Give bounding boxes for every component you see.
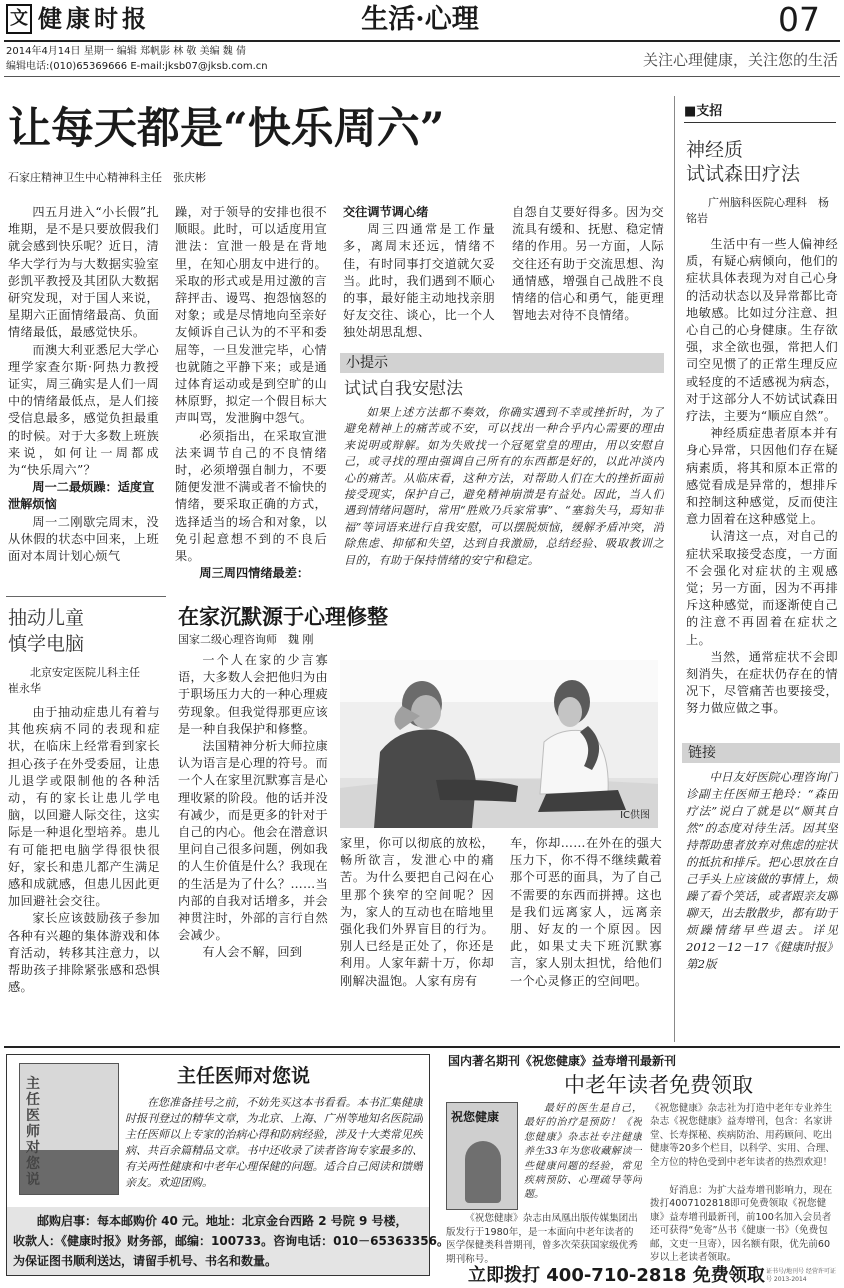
para: 由于抽动症患儿有着与其他疾病不同的表现和症状，在临床上经常看到家长担心孩子在外受委屈，让患儿退学或限制他的各种活动，有的家长让患儿学电脑，以回避人际交往，这实际是一种退化型培养。患儿有可能把电脑学得很快很好，家长和患儿都产生满足感和成就感，但患儿因此更加回避社会交往。 xyxy=(8,705,160,909)
tip-label: 小提示 xyxy=(340,353,664,373)
link-label: 链接 xyxy=(682,743,840,763)
masthead-rule xyxy=(4,40,840,42)
ads-top-rule xyxy=(4,1046,840,1048)
para: 神经质症患者原本并有身心异常，只因他们存在疑病素质，将其和原本正常的感觉看成是异常的，想排斥和控制这种感觉，反而使注意力固着在这种感觉上。 xyxy=(686,426,838,527)
mag-cover-figure xyxy=(465,1141,501,1203)
left-title-1: 抽动儿童 xyxy=(8,607,85,629)
article2-byline: 国家二级心理咨询师 魏 刚 xyxy=(178,633,314,646)
para: 周三四通常是工作量多，离周末还远，情绪不佳，有时同事打交道就欠妥当。此时，我们遇到不顺心的事，最好能主动地找亲朋好友交往、谈心，比一个人独处胡思乱想、 xyxy=(343,222,495,340)
masthead-rule-bottom xyxy=(4,76,840,77)
magazine-ad xyxy=(440,1050,840,1286)
tip-text: 如果上述方法都不奏效，你确实遇到不幸或挫折时，为了避免精神上的痛苦或不安，可以找出一种合乎内心需要的理由来说明或辩解。如为失败找一个冠冕堂皇的理由，用以安慰自己，或寻找的理由强调自己所有的东西都是好的，以此冲淡内心的痛苦。从临床看，这种方法，对帮助人们在大的挫折面前接受现实，保护自己，避免精神崩溃是有益处。因此，当人们遇到情绪问题时，常用“胜败乃兵家常事”、“塞翁失马，焉知非福”等词语来进行自我安慰，可以摆脱烦恼，缓解矛盾冲突，消除焦虑、抑郁和失望，达到自我激励，总结经验、吸取教训之目的，有助于保持情绪的安宁和稳定。 xyxy=(344,406,664,567)
slogan: 关注心理健康，关注您的生活 xyxy=(642,51,838,69)
logo-mark: 文 xyxy=(6,4,32,34)
book-ad xyxy=(6,1054,449,1276)
link-text: 中日友好医院心理咨询门诊副主任医师王艳玲：“森田疗法”说白了就是以“顺其自然”的态度对待生活。因其坚持帮助患者放弃对焦虑的症状的抵抗和排斥。把心思放在自己手头上应该做的事情上，烦躁了看个笑话，或者跟亲友聊聊天，出去散散步，都有助于烦躁情绪早些退去。详见2012－12－17《健康时报》第2版 xyxy=(686,770,838,971)
para: 周一二刚歇完周末，没从休假的状态中回来，上班面对本周计划心烦气 xyxy=(8,514,159,564)
photo-illustration xyxy=(340,660,658,828)
book-cover-title: 主任医师对您说 xyxy=(26,1076,40,1188)
para: 当然，通常症状不会即刻消失，在症状仍存在的情况下，尽管痛苦也要接受，努力做应做之事。 xyxy=(686,649,838,716)
article2-title: 在家沉默源于心理修整 xyxy=(178,604,388,629)
article2-col-1 xyxy=(178,652,328,1042)
main-col-1 xyxy=(8,204,159,592)
para: 车，你却……在外在的强大压力下，你不得不继续戴着那个可恶的面具，为了自己不需要的东西而拼搏。这也是我们远离家人，远离亲朋、好友的一个原因。因此，如果丈夫下班沉默寡言，家人别太担忧，给他们一个心灵修正的空间吧。 xyxy=(510,836,662,988)
sidebar-title-2: 试试森田疗法 xyxy=(686,163,801,185)
sidebar-title-1: 神经质 xyxy=(686,139,744,161)
para: 生活中有一些人偏神经质，有疑心病倾向，他们的症状具体表现为对自己心身的活动状态以及异常都比奇地敏感。比如过分注意、担心自己的心身健康。生存欲强，求全欲也强，常把人们司空见惯了的正常生理反应或轻度的不适感视为病态，对于这部分人不妨试试森田疗法，主要为“顺应自然”。 xyxy=(686,237,838,424)
mag-cover xyxy=(446,1102,518,1210)
order-line-1: 邮购启事：每本邮购价 40 元。地址：北京金台西路 2 号院 9 号楼， xyxy=(37,1214,408,1228)
mag-cover-name: 祝您健康 xyxy=(451,1110,500,1124)
page-number: 07 xyxy=(778,0,820,39)
mag-text-right: 《祝您健康》杂志社为打造中老年专业养生杂志《祝您健康》益寿增刊，包含：名家讲堂、长寿探秘、疾病防治、用药顾问、吃出健康等20多个栏目，以科学、实用、合理、全方位的特色受到中老年读者的热烈欢迎！ xyxy=(650,1103,835,1168)
mag-text-left-2: 《祝您健康》杂志由凤凰出版传媒集团出版发行于1980年，是一本面向中老年读者的医学保健类科普期刊，曾多次荣获国家级优秀期刊称号。 xyxy=(446,1213,638,1265)
para: 法国精神分析大师拉康认为语言是心理的符号。而一个人在家里沉默寡言是心理收紧的阶段。他的话并没有减少，而是更多的针对于自己的内心。他会在潜意识里问自己很多问题，例如我的人生价值是什么？我现在的生活是为了什么？……当内部的自我对话增多，并会神贯注时，外部的言行自然会减少。 xyxy=(178,739,328,943)
mag-title: 中老年读者免费领取 xyxy=(564,1073,753,1097)
article2-col-3 xyxy=(510,835,662,1045)
sidebar-label-rule xyxy=(684,122,836,123)
date-line: 2014年4月14日 星期一 编辑 郑帆影 林 敬 美编 魏 倩 xyxy=(6,46,246,57)
contact-line: 编辑电话:(010)65369666 E-mail:jksb07@jksb.com.cn xyxy=(6,61,268,72)
para: 一个人在家的少言寡语，大多数人会把他归为由于职场压力大的一种心理疲劳现象。但我觉得那更应该是一种自我保护和修整。 xyxy=(178,653,328,736)
para: 有人会不解，回到 xyxy=(202,945,303,960)
left-byline: 北京安定医院儿科主任 崔永华 xyxy=(8,666,151,695)
main-col-3 xyxy=(343,204,495,344)
para: 家长应该鼓励孩子参加各种有兴趣的集体游戏和体育活动，转移其注意力，以帮助孩子排除紧张感和恐惧感。 xyxy=(8,911,160,995)
headline-byline: 石家庄精神卫生中心精神科主任 张庆彬 xyxy=(8,171,206,184)
article2-col-2 xyxy=(340,835,494,1045)
sidebar-label: ■支招 xyxy=(684,104,723,119)
mag-notice: 好消息：为扩大益寿增刊影响力，现在拨打4007102818即可免费领取《祝您健康》益寿增刊最新刊，前100名加入会员者还可获得“免寄”丛书《健康一书》（免费包邮，文吏一旦寄），因名额有限，优先前60岁以上老读者领取。 xyxy=(650,1185,833,1264)
main-col-4 xyxy=(512,204,664,344)
para: 家里，你可以彻底的放松，畅所欲言，发泄心中的痛苦。为什么要把自己闷在心里那个狭窄的空间呢？因为，家人的互动也在暗地里强化我们外界盲目的行为。别人已经是正处了，你还是利用。人家年薪十万，你却刚解决温饱。人家有房有 xyxy=(340,836,494,988)
left-title-2: 慎学电脑 xyxy=(8,633,85,655)
tip-title: 试试自我安慰法 xyxy=(344,379,463,399)
mag-code: 证书号/地刊号 经营许可证号 2013-2014 xyxy=(766,1268,836,1283)
para: 躁，对于领导的安排也很不顺眼。此时，可以适度用宣泄法：宣泄一般是在背地里，在知心朋友中进行的。采取的形式或是用过激的言辞抨击、谩骂、抱怨恼怒的对象；或是尽情地向至亲好友倾诉自己认为的不平和委屈等，一旦发泄完毕，心情也就随之平静下来；或是通过体育运动或是到空旷的山林原野，拟定一个假目标大声叫骂，发泄胸中怨气。 xyxy=(175,205,327,426)
order-line-3: 为保证图书顺利送达，请留手机号、书名和数量。 xyxy=(13,1254,278,1268)
section-title: 生活·心理 xyxy=(361,4,479,35)
para: 认清这一点，对自己的症状采取接受态度，一方面不会强化对症状的主观感觉；另一方面，因为不再排斥这种感觉，而逐渐使自己的注意不再固着在症状之上。 xyxy=(686,529,838,647)
subheading: 交往调节调心绪 xyxy=(343,205,429,219)
book-ad-title: 主任医师对您说 xyxy=(177,1065,311,1087)
subheading: 周三周四情绪最差： xyxy=(199,566,310,581)
photo-couple xyxy=(340,660,658,828)
book-ad-text: 在您准备挂号之前，不妨先买这本书看看。本书汇集健康时报刊登过的精华文章，为北京、上海、广州等地知名医院副主任医师以上专家的治病心得和防病经验，涉及十大类常见疾病、共百余篇精品文章。书中还收录了读者咨询专家最多的、有关两性健康和中老年心理保健的问题。适合自己阅读和馈赠亲友。欢迎团购。 xyxy=(125,1096,423,1189)
mag-text-left: 最好的医生是自己，最好的治疗是预防！《祝您健康》杂志社专注健康养生33年为您收藏解读一些健康问题的经验，常见疾病预防、心理疏导等问题。 xyxy=(524,1103,642,1201)
book-cover xyxy=(19,1063,119,1195)
left-top-rule xyxy=(6,596,166,597)
sidebar-col xyxy=(686,236,838,736)
subheading: 周一二最烦躁：适度宣泄解烦恼 xyxy=(8,480,155,512)
para: 四五月进入“小长假”扎堆期，是不是只要放假我们就会感到快乐呢？近日，清华大学行为与大数据实验室彭凯平教授及其团队大数据研究发现，对于国人来说，星期六正面情绪最高、负面情绪最低，最感觉快乐。 xyxy=(8,205,159,340)
para: 自怨自艾要好得多。因为交流具有缓和、抚慰、稳定情绪的作用。另一方面，人际交往还有助于交流思想、沟通情感，增强自己战胜不良情绪的信心和勇气，能更理智地去对待不良情绪。 xyxy=(512,205,664,323)
para: 而澳大利亚悉尼大学心理学家查尔斯·阿热力教授证实，周三确实是人们一周中的情绪最低点，是人们接受信息最多，感觉负担最重的时候。对于大多数上班族来说，如何让一周都成为“快乐周六”？ xyxy=(8,342,159,478)
order-line-2: 收款人：《健康时报》财务部，邮编：100733。咨询电话：010－65363356。 xyxy=(13,1234,449,1248)
masthead xyxy=(0,0,844,78)
headline: 让每天都是“快乐周六” xyxy=(8,104,445,154)
book-order-box xyxy=(7,1207,449,1275)
para: 必须指出，在采取宣泄法来调节自己的不良情绪时，必须增强自制力，不要随便发泄不满或者不愉快的情绪，要采取正确的方式，选择适当的场合和对象，以免引起意想不到的不良后果。 xyxy=(175,428,327,564)
left-col xyxy=(8,704,160,1039)
mag-header: 国内著名期刊《祝您健康》益寿增刊最新刊 xyxy=(448,1054,677,1068)
masthead-logo: 健康时报 xyxy=(38,4,150,33)
main-col-2 xyxy=(175,204,327,594)
photo-credit: IC供图 xyxy=(620,810,650,821)
mag-cta[interactable]: 立即拨打 400-710-2818 免费领取 xyxy=(468,1265,765,1286)
right-sidebar-rule xyxy=(674,96,675,1042)
sidebar-byline: 广州脑科医院心理科 杨铭岩 xyxy=(686,196,829,225)
